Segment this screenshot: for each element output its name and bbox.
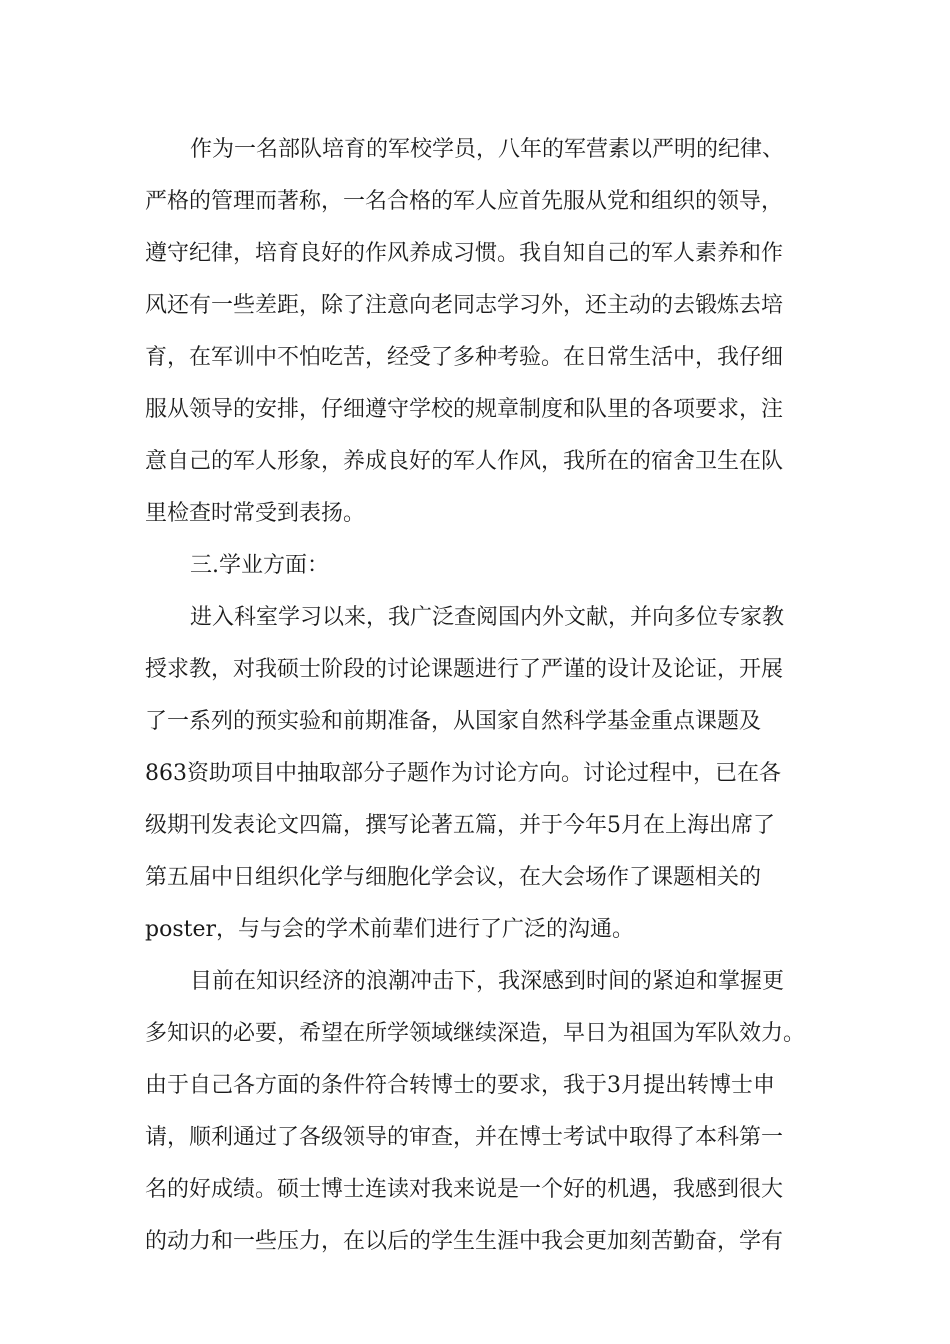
text-line: 进入科室学习以来，我广泛查阅国内外文献，并向多位专家教 [190,605,785,630]
text-line: 级期刊发表论文四篇，撰写论著五篇，并于今年5月在上海出席了 [145,813,775,838]
text-line: 目前在知识经济的浪潮冲击下，我深感到时间的紧迫和掌握更 [190,969,785,994]
text-line: 作为一名部队培育的军校学员，八年的军营素以严明的纪律、 [190,137,785,162]
text-line: 名的好成绩。硕士博士连读对我来说是一个好的机遇，我感到很大 [145,1177,784,1202]
text-line: 第五届中日组织化学与细胞化学会议，在大会场作了课题相关的 [145,865,762,890]
text-line: 风还有一些差距，除了注意向老同志学习外，还主动的去锻炼去培 [145,293,784,318]
text-line: 遵守纪律，培育良好的作风养成习惯。我自知自己的军人素养和作 [145,241,784,266]
text-line: 服从领导的安排，仔细遵守学校的规章制度和队里的各项要求，注 [145,397,784,422]
text-line: 了一系列的预实验和前期准备，从国家自然科学基金重点课题及 [145,709,762,734]
text-line: 请，顺利通过了各级领导的审查，并在博士考试中取得了本科第一 [145,1125,784,1150]
text-line: 863资助项目中抽取部分子题作为讨论方向。讨论过程中，已在各 [145,761,781,786]
text-line: 授求教，对我硕士阶段的讨论课题进行了严谨的设计及论证，开展 [145,657,784,682]
text-line: 育，在军训中不怕吃苦，经受了多种考验。在日常生活中，我仔细 [145,345,784,370]
text-line: 里检查时常受到表扬。 [145,501,366,526]
text-line: 的动力和一些压力，在以后的学生生涯中我会更加刻苦勤奋，学有 [145,1229,784,1254]
section-heading: 三.学业方面： [190,553,329,578]
text-line: 多知识的必要，希望在所学领域继续深造，早日为祖国为军队效力。 [145,1021,806,1046]
text-line: 严格的管理而著称，一名合格的军人应首先服从党和组织的领导， [145,189,784,214]
text-line: 由于自己各方面的条件符合转博士的要求，我于3月提出转博士申 [145,1073,775,1098]
text-line: poster，与与会的学术前辈们进行了广泛的沟通。 [145,917,634,942]
text-line: 意自己的军人形象，养成良好的军人作风，我所在的宿舍卫生在队 [145,449,784,474]
